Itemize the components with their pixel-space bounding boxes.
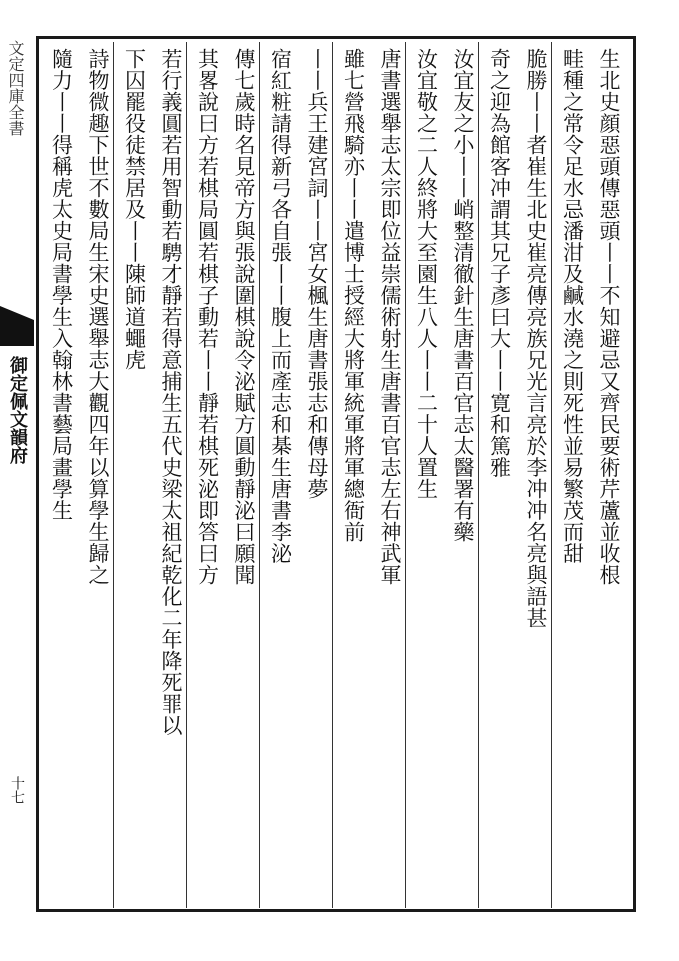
text-column: 汝宜友之小丨丨峭整清徹針生唐書百官志太醫署有藥 bbox=[451, 48, 475, 543]
text-column: 唐書選舉志太宗即位益崇儒術射生唐書百官志左右神武軍 bbox=[378, 48, 402, 586]
text-column: 若行義圓若用智動若騁才靜若得意捕生五代史梁太祖紀乾化二年降死罪以 bbox=[159, 48, 183, 736]
page-margin bbox=[0, 36, 36, 912]
column-divider bbox=[332, 42, 333, 908]
text-column: 詩物微趣下世不數局生宋史選舉志大觀四年以算學生歸之 bbox=[86, 48, 110, 586]
column-divider bbox=[186, 42, 187, 908]
text-column: 奇之迎為館客冲謂其兄子彥曰大丨丨寛和篤雅 bbox=[487, 48, 512, 478]
text-column: 畦種之常令足水忌潘泔及鹹水澆之則死性並易繁茂而甜 bbox=[560, 48, 585, 564]
page-number: 十七 bbox=[9, 776, 25, 804]
column-divider bbox=[478, 42, 479, 908]
column-divider bbox=[551, 42, 552, 908]
text-column: 生北史顔惡頭傳惡頭丨丨不知避忌又齊民要術芹蘆並收根 bbox=[597, 48, 621, 586]
book-title: 御定佩文韻府 bbox=[7, 356, 28, 464]
text-column: 宿紅粧請得新弓各自張丨丨腹上而產志和棊生唐書李泌 bbox=[268, 48, 293, 564]
text-column: 丨丨兵王建宮詞丨丨宮女楓生唐書張志和傳母夢 bbox=[305, 48, 329, 500]
text-column: 汝宜敬之二人終將大至園生八人丨丨二十人置生 bbox=[414, 48, 439, 500]
text-column: 傳七歲時名見帝方與張說圍棋說令泌賦方圓動靜泌曰願聞 bbox=[232, 48, 256, 586]
text-column: 下囚罷役徒禁居及丨丨陳師道蠅虎 bbox=[122, 48, 147, 371]
text-column: 脆勝丨丨者崔生北史崔亮傳亮族兄光言亮於李冲冲名亮與語甚 bbox=[524, 48, 548, 629]
text-column: 雖七營飛騎亦丨丨遣博士授經大將軍統軍將軍總衙前 bbox=[341, 48, 366, 543]
column-divider bbox=[113, 42, 114, 908]
text-column: 隨力丨丨得稱虎太史局書學生入翰林書藝局畫學生 bbox=[49, 48, 74, 521]
edge-title-fragment: 文定四庫全書 bbox=[6, 40, 25, 136]
text-body bbox=[44, 42, 629, 908]
text-column: 其畧說曰方若棋局圓若棋子動若丨丨靜若棋死泌即答曰方 bbox=[195, 48, 220, 586]
column-divider bbox=[405, 42, 406, 908]
margin-fishtail-mark bbox=[0, 306, 34, 346]
column-divider bbox=[259, 42, 260, 908]
